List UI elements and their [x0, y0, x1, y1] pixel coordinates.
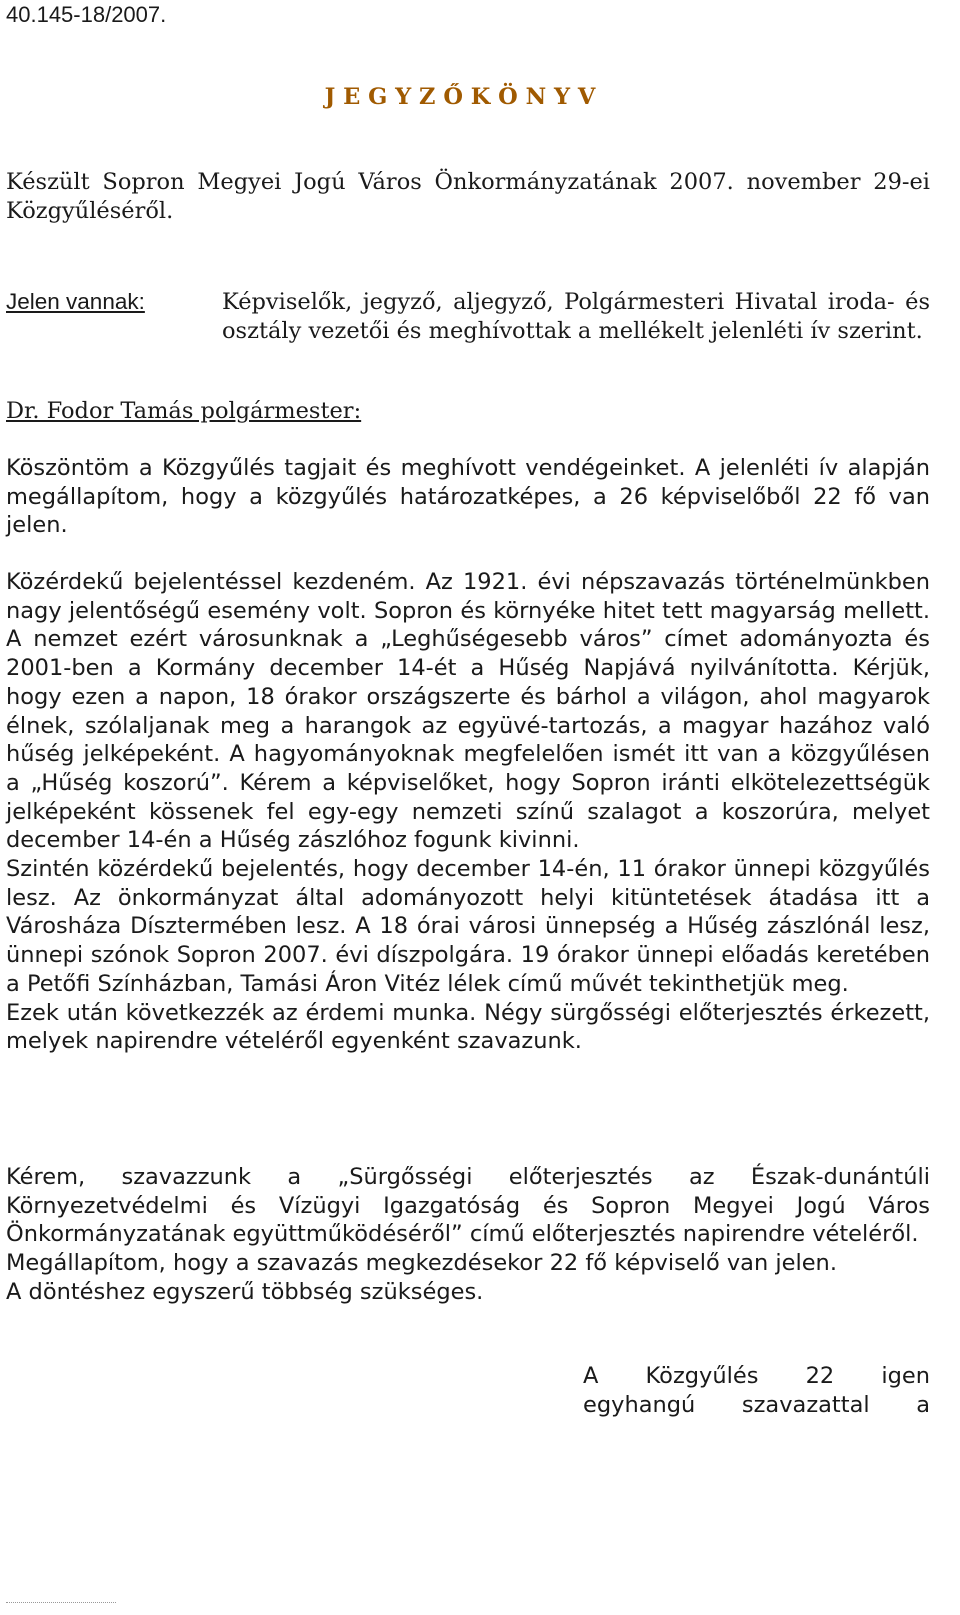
speech-text-5: Kérem, szavazzunk a „Sürgősségi előterjesztés az Észak-dunántúli Környezetvédelmi és Vízügyi Igazgatóság és Sopron Megyei Jogú Város Önkormányzatának együttműködéséről” című előterjesztés napirendre vételéről. [6, 1164, 930, 1248]
speech-text-1: Köszöntöm a Közgyűlés tagjait és meghívott vendégeinket. A jelenléti ív alapján megállapítom, hogy a közgyűlés határozatképes, a 26 képviselőből 22 fő van jelen. [6, 455, 930, 539]
document-title: J E G Y Z Ő K Ö N Y V [324, 84, 596, 110]
present-text: Képviselők, jegyző, aljegyző, Polgármesteri Hivatal iroda- és osztály vezetői és meghívottak a mellékelt jelenléti ív szerint. [222, 289, 930, 344]
speaker-name: Dr. Fodor Tamás polgármester: [6, 398, 362, 424]
present-label: Jelen vannak: [6, 289, 145, 314]
speech-text-3: Szintén közérdekű bejelentés, hogy december 14-én, 11 órakor ünnepi közgyűlés lesz. Az önkormányzat által adományozott helyi kitüntetések átadása itt a Városháza Dísztermében lesz. A 18 órai városi ünnepség a Hűség zászlónál lesz, ünnepi szónok Sopron 2007. évi díszpolgára. 19 órakor ünnepi előadás keretében a Petőfi Színházban, Tamási Áron Vitéz lélek című művét tekinthetjük meg. [6, 856, 930, 997]
speech-text-6: Megállapítom, hogy a szavazás megkezdésekor 22 fő képviselő van jelen. [6, 1250, 837, 1277]
document-reference-number: 40.145-18/2007. [6, 2, 167, 27]
speech-text-7: A döntéshez egyszerű többség szükséges. [6, 1278, 484, 1305]
speech-text-2: Közérdekű bejelentéssel kezdeném. Az 1921. évi népszavazás történelmünkben nagy jelentőségű esemény volt. Sopron és környéke hitet tett magyarság mellett. A nemzet ezért városunknak a „Leghűségesebb város” címet adományozta és 2001-ben a Kormány december 14-ét a Hűség Napjává nyilvánította. Kérjük, hogy ezen a napon, 18 órakor országszerte és bárhol a világon, ahol magyarok élnek, szólaljanak meg a harangok az együvé-tartozás, a magyar hazához való hűség jelképeként. A hagyományoknak megfelelően ismét itt van a közgyűlésen a „Hűség koszorú”. Kérem a képviselőket, hogy Sopron iránti elkötelezettségük jelképeként kössenek fel egy-egy nemzeti színű szalagot a koszorúra, melyet december 14-én a Hűség zászlóhoz fogunk kivinni. [6, 569, 930, 854]
vote-line-1: A Közgyűlés 22 igen [583, 1363, 930, 1389]
intro-text: Készült Sopron Megyei Jogú Város Önkormányzatának 2007. november 29-ei Közgyűléséről. [6, 169, 930, 224]
footer-divider [6, 1602, 116, 1605]
speech-text-4: Ezek után következzék az érdemi munka. Négy sürgősségi előterjesztés érkezett, melyek napirendre vételéről egyenként szavazunk. [6, 999, 930, 1055]
speech-paragraph-2 [6, 568, 930, 1056]
vote-line-2: egyhangú szavazattal a [583, 1391, 930, 1418]
intro-paragraph [6, 168, 930, 225]
speech-paragraph-1 [6, 454, 930, 540]
speech-paragraph-5 [6, 1163, 930, 1307]
vote-result [583, 1362, 930, 1419]
